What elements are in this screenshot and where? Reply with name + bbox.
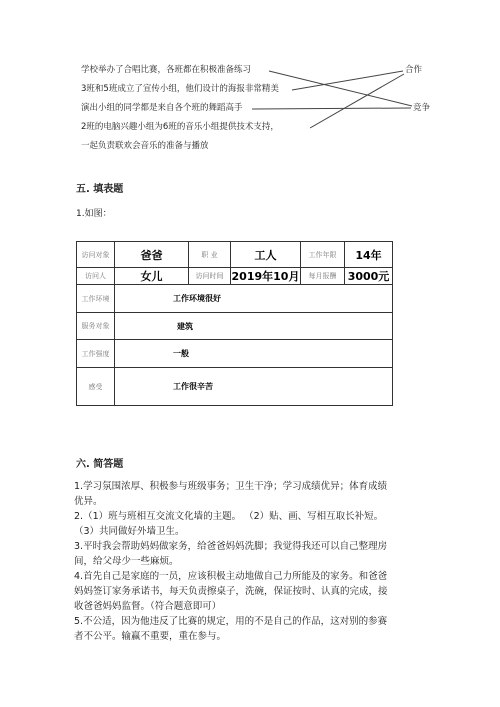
matching-lines xyxy=(0,0,500,180)
match-right-item-competition: 竞争 xyxy=(413,103,431,113)
label-work-intensity: 工作强度 xyxy=(77,340,115,368)
survey-table xyxy=(76,241,393,406)
match-left-item-1: 学校举办了合唱比赛，各班都在积极准备练习 xyxy=(81,65,252,75)
section-title-fill-table: 五. 填表题 xyxy=(76,184,124,195)
label-interviewer: 访问人 xyxy=(77,268,115,285)
match-line-1 xyxy=(269,71,412,106)
value-interviewer: 女儿 xyxy=(115,268,189,285)
value-service-target: 建筑 xyxy=(115,313,393,340)
match-right-item-cooperation: 合作 xyxy=(405,65,423,75)
value-feeling: 工作很辛苦 xyxy=(115,368,393,406)
label-visit-time: 访问时间 xyxy=(189,268,231,285)
label-occupation: 职 业 xyxy=(189,242,231,268)
value-interviewee: 爸爸 xyxy=(115,242,189,268)
answer-3: 3.平时我会帮助妈妈做家务，给爸爸妈妈洗脚；我觉得我还可以自己整理房间，给父母少一些麻烦。 xyxy=(74,541,388,567)
label-work-years: 工作年限 xyxy=(301,242,345,268)
label-work-environment: 工作环境 xyxy=(77,285,115,313)
value-occupation: 工人 xyxy=(231,242,301,268)
match-left-item-5: 一起负责联欢会音乐的准备与播放 xyxy=(81,141,209,151)
label-service-target: 服务对象 xyxy=(77,313,115,340)
label-feeling: 感受 xyxy=(77,368,115,406)
label-monthly-pay: 每月报酬 xyxy=(301,268,345,285)
match-left-item-4: 2班的电脑兴趣小组为6班的音乐小组提供技术支持， xyxy=(81,122,279,132)
value-work-environment: 工作环境很好 xyxy=(115,285,393,313)
value-monthly-pay: 3000元 xyxy=(345,268,393,285)
answer-2: 2.（1）班与班相互交流文化墙的主题。 （2）贴、画、写相互取长补短。 xyxy=(74,511,384,522)
label-interviewee: 访问对象 xyxy=(77,242,115,268)
answer-1: 1.学习氛围浓厚、积极参与班级事务；卫生干净；学习成绩优异；体育成绩优异。 xyxy=(74,481,388,507)
value-work-intensity: 一般 xyxy=(115,340,393,368)
match-line-3 xyxy=(252,108,411,109)
match-left-item-2: 3班和5班成立了宣传小组，他们设计的海报非常精美 xyxy=(81,84,279,94)
answers-block xyxy=(74,479,394,644)
answer-5: 5.不公适，因为他违反了比赛的规定，用的不是自己的作品，这对别的参赛者不公平。输赢不重要，重在参与。 xyxy=(74,616,388,642)
answer-2-part-3: （3）共同做好外墙卫生。 xyxy=(74,526,185,537)
answer-4: 4.首先自己是家庭的一员，应该积极主动地做自己力所能及的家务。和爸爸妈妈签订家务承诺书，每天负责擦桌子，洗碗，保证按时、认真的完成，接收爸爸妈妈监督。（符合题意即可） xyxy=(74,571,388,612)
value-work-years: 14年 xyxy=(345,242,393,268)
value-visit-time: 2019年10月 xyxy=(231,268,301,285)
match-left-item-3: 演出小组的同学都是来自各个班的舞蹈高手 xyxy=(81,103,243,113)
section-title-short-answer: 六. 简答题 xyxy=(76,459,124,470)
question-label: 1.如图： xyxy=(76,209,112,219)
